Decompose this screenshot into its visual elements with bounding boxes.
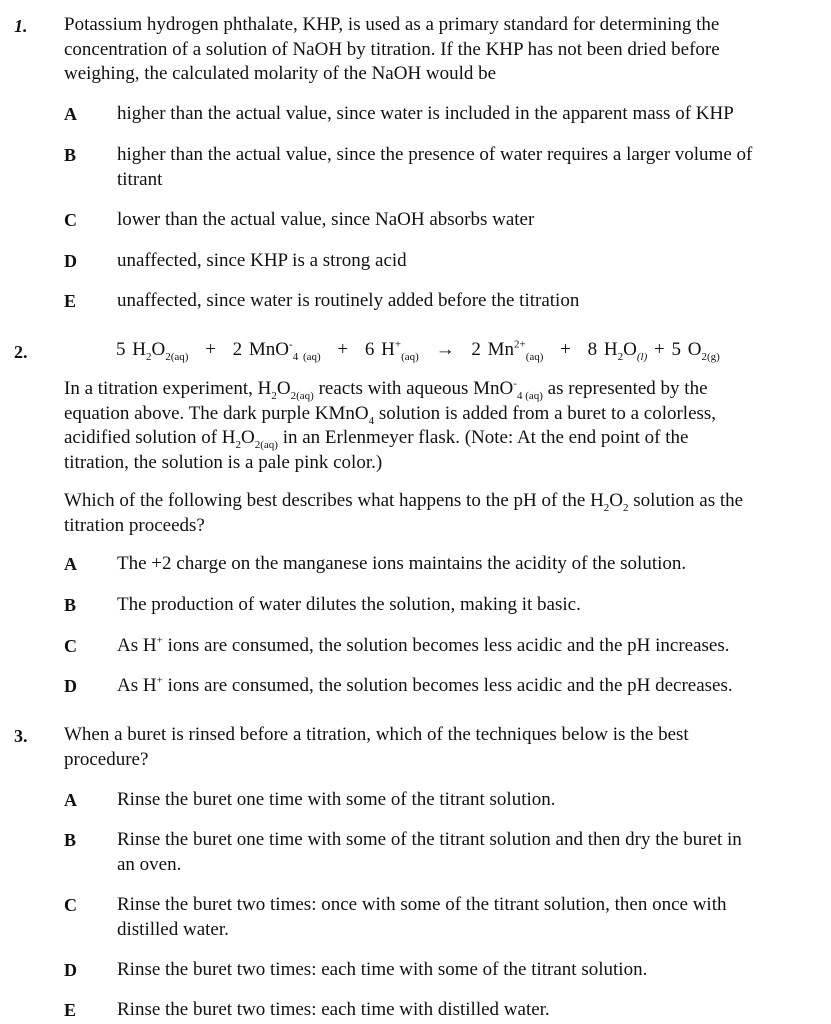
option-letter: B (64, 595, 77, 615)
option-letter: A (64, 104, 77, 124)
chemical-equation: 5 $H_2O_{2(aq)} + 2$ MnO-$_{4 (aq)}$ + 6 $H^+_{(aq)} \to 2$ $Mn^{2+}_{(aq)} + 8$ $H_2O_{(l)} + 5$ $O_{2(g)}$ (116, 338, 720, 363)
question-number: 1. (14, 16, 28, 36)
option-letter: D (64, 676, 77, 696)
option-letter: D (64, 251, 77, 271)
option-letter: E (64, 291, 77, 311)
option-letter: C (64, 636, 77, 656)
worksheet-page: 1. Potassium hydrogen phthalate, KHP, is used as a primary standard for determining the concentration of a solution of NaOH by titration. If the KHP has not been dried before weighing, the calculated molarity of the NaOH would be A higher than the actual value, since water is included in the apparent mass of KHP B higher than the actual value, since the presence of water requires a larger volume of titrant C lower than the actual value, since NaOH absorbs water D unaffected, since KHP is a strong acid E unaffected, since water is routinely added before the titration 2. 5 $H_2O_{2(aq)} + 2$ MnO-$_{4 (aq)}$ + 6 $H^+_{(aq)} \to 2$ $Mn^{2+}_{(aq)} + 8$ $H_2O_{(l)} + 5$ $O_{2(g)}$ In a titration experiment, $H_2O_{2(aq)}$ reacts with aqueous MnO-$_{4 (aq)}$ as represented by the equation above. The dark purple KMnO$_4$ solution is added from a buret to a colorless, acidified solution of $H_2O_{2(aq)}$ in an Erlenmeyer flask. (Note: At the end point of the titration, the solution is a pale pink color.) Which of the following best describes what happens to the pH of the $H_2O_2$ solution as the titration proceeds? A The +2 charge on the manganese ions maintains the acidity of the solution. B The production of water dilutes the solution, making it basic. C As H+ ions are consumed, the solution becomes less acidic and the pH increases. D As H+ ions are consumed, the solution becomes less acidic and the pH decreases. 3. When a buret is rinsed before a titration, which of the techniques below is the best procedure? A Rinse the buret one time with some of the titrant solution. B Rinse the buret one time with some of the titrant solution and then dry the buret in an oven. C Rinse the buret two times: once with some of the titrant solution, then once with distilled water. D Rinse the buret two times: each time with some of the titrant solution. E Rinse the buret two times: each time with distilled water. (0, 0, 831, 1024)
option-letter: C (64, 210, 77, 230)
option-letter: E (64, 1000, 77, 1020)
reaction-arrow-icon: → (435, 339, 455, 360)
option-letter: D (64, 960, 77, 980)
option-letter: A (64, 554, 77, 574)
question-prompt: Which of the following best describes what happens to the pH of the $H_2O_2$ solution as the titration proceeds? (64, 490, 744, 536)
option-letter: A (64, 790, 77, 810)
question-number: 2. (14, 342, 28, 362)
question-stem: Potassium hydrogen phthalate, KHP, is used as a primary standard for determining the concentration of a solution of NaOH by titration. If the KHP has not been dried before weighing, the calculated molarity of the NaOH would be (64, 14, 720, 84)
question-stem: When a buret is rinsed before a titration, which of the techniques below is the best procedure? (64, 724, 689, 770)
option-letter: B (64, 830, 77, 850)
option-letter: C (64, 895, 77, 915)
question-number: 3. (14, 726, 28, 746)
option-letter: B (64, 145, 77, 165)
question-paragraph: In a titration experiment, $H_2O_{2(aq)}$ reacts with aqueous MnO-$_{4 (aq)}$ as represented by the equation above. The dark purple KMnO$_4$ solution is added from a buret to a colorless, acidified solution of $H_2O_{2(aq)}$ in an Erlenmeyer flask. (Note: At the end point of the titration, the solution is a pale pink color.) (64, 377, 717, 473)
